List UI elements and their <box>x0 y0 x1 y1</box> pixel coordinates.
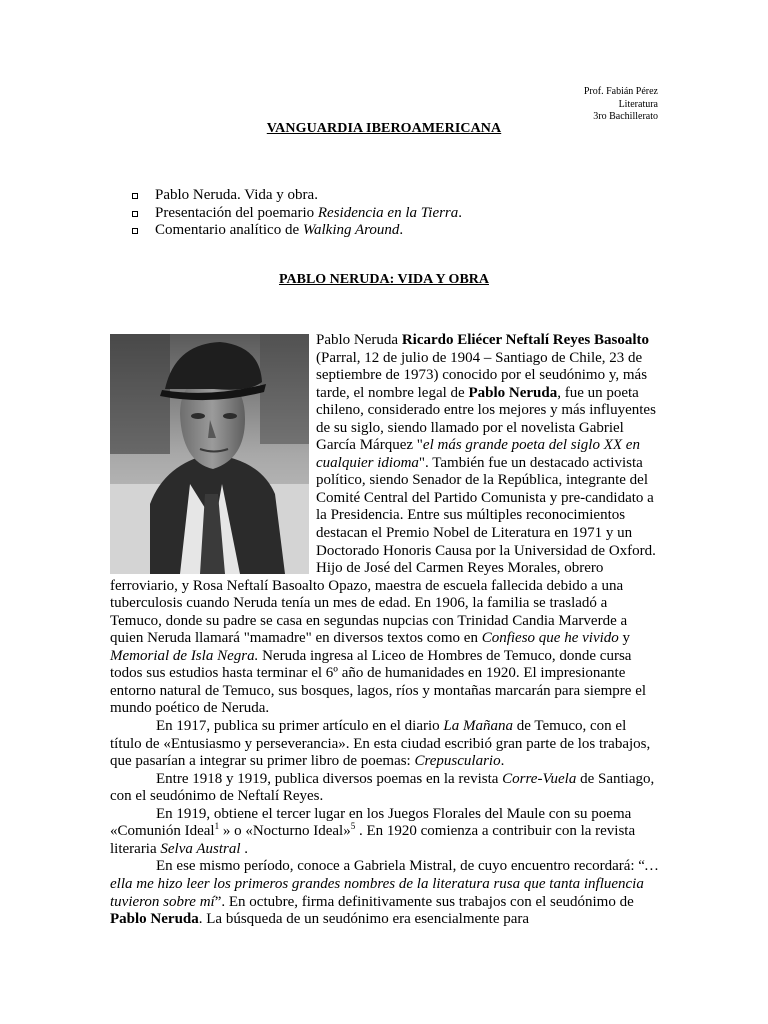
table-of-contents <box>132 187 462 240</box>
square-bullet-icon <box>132 228 138 234</box>
book-title: Crepusculario <box>414 753 501 770</box>
text-run: . <box>240 840 249 857</box>
paragraph-family <box>110 560 660 718</box>
photo-spacer <box>110 332 316 577</box>
text-run: En 1917, publica su primer artículo en el diario <box>156 718 444 735</box>
full-name: Ricardo Eliécer Neftalí Reyes Basoalto <box>401 332 649 348</box>
toc-text-part: . <box>458 204 463 221</box>
book-title: Confieso que he vivido <box>481 630 619 647</box>
footnote-marker: 5 <box>350 821 356 832</box>
body-text <box>110 332 660 929</box>
text-run: . En 1920 comienza a contribuir con la revista literaria <box>110 823 636 857</box>
text-run: ”. En octubre, firma definitivamente sus trabajos con el seudónimo de <box>214 893 634 910</box>
toc-poem-title: Walking Around <box>302 222 400 238</box>
text-run: y <box>618 630 631 647</box>
text-run: Hijo de José del Carmen Reyes Morales, obrero ferroviario, y Rosa Neftalí Basoalto Opazo, maestra de escuela fallecida debido a una tuberculosis cuando Neruda tenía un mes de edad. En 1906, la familia se trasladó a Temuco, donde su padre se casa en segundas nupcias con Trinidad Candia Marverde a quien Neruda llamará "mamadre" en diversos textos como en <box>110 560 628 647</box>
footnote-marker: 1 <box>214 821 220 832</box>
quote-italic: … ella me hizo leer los primeros grandes nombres de la literatura rusa que tanta influencia tuvieron sobre mí <box>110 858 659 910</box>
text-run: En 1919, obtiene el tercer lugar en los Juegos Florales del Maule con su poema «Comunión Ideal <box>110 805 632 840</box>
toc-text-part: Comentario analítico de <box>155 222 303 238</box>
square-bullet-icon <box>132 211 138 217</box>
text-run: . <box>500 753 505 770</box>
toc-item-text: Pablo Neruda. Vida y obra. <box>155 187 318 203</box>
paragraph-1917 <box>110 718 660 771</box>
text-run: » o «Nocturno Ideal» <box>219 823 351 840</box>
text-run: ". También fue un destacado activista político, siendo Senador de la República, integrante del Comité Central del Partido Comunista y pre-candidato a la Presidencia. Entre sus múltiples reconocimientos destacan el Premio Nobel de Literatura en 1971 y un Doctorado Honoris Causa por la Universidad de Oxford. <box>316 454 656 559</box>
text-run: (Parral, 12 de julio de 1904 – Santiago de Chile, 23 de septiembre de 1973) conocido por el seudónimo y, más tarde, el nombre legal de <box>316 349 648 401</box>
toc-book-title: Residencia en la Tierra <box>317 204 459 221</box>
square-bullet-icon <box>132 193 138 199</box>
newspaper-title: La Mañana <box>443 718 514 735</box>
subject-name: Literatura <box>618 98 658 110</box>
header-info <box>584 86 658 124</box>
toc-item <box>132 205 462 223</box>
toc-item <box>132 222 462 240</box>
paragraph-1918 <box>110 771 660 806</box>
author-name: Prof. Fabián Pérez <box>583 86 658 97</box>
toc-item-text <box>155 222 403 240</box>
course-name: 3ro Bachillerato <box>593 111 658 122</box>
text-run: . La búsqueda de un seudónimo era esencialmente para <box>198 911 530 928</box>
text-run: de Temuco, con el título de «Entusiasmo y perseverancia». En esta ciudad escribió gran parte de los trabajos, que pasarían a integrar su primer libro de poemas: <box>110 718 651 770</box>
magazine-title: Selva Austral <box>160 840 241 857</box>
text-run: Neruda ingresa al Liceo de Hombres de Temuco, donde cursa todos sus estudios hasta terminar el 6º año de humanidades en 1920. El impresionante entorno natural de Temuco, sus bosques, lagos, ríos y montañas marcarán para siempre el mundo poético de Neruda. <box>110 647 647 717</box>
section-title: PABLO NERUDA: VIDA Y OBRA <box>278 272 489 287</box>
toc-text-part: . <box>399 222 404 238</box>
text-run: En ese mismo período, conoce a Gabriela Mistral, de cuyo encuentro recordará: “ <box>156 858 645 875</box>
text-run: Pablo Neruda <box>316 332 402 348</box>
book-title: Memorial de Isla Negra. <box>110 647 259 664</box>
paragraph-mistral <box>110 858 660 928</box>
text-run: Entre 1918 y 1919, publica diversos poemas en la revista <box>156 770 503 787</box>
toc-item-text <box>155 205 462 223</box>
text-run: de Santiago, con el seudónimo de Neftalí Reyes. <box>110 770 655 805</box>
pen-name: Pablo Neruda <box>110 911 199 928</box>
magazine-title: Corre-Vuela <box>502 770 577 787</box>
toc-text-part: Presentación del poemario <box>155 204 318 221</box>
toc-item <box>132 187 462 205</box>
document-title: VANGUARDIA IBEROAMERICANA <box>266 121 502 136</box>
pen-name: Pablo Neruda <box>468 384 558 401</box>
text-run: , fue un poeta chileno, considerado entre los mejores y más influyentes de su siglo, siendo llamado por el novelista Gabriel García Márquez " <box>316 384 656 454</box>
paragraph-1919 <box>110 806 660 859</box>
quote-italic: el más grande poeta del siglo XX en cualquier idioma <box>316 437 640 471</box>
